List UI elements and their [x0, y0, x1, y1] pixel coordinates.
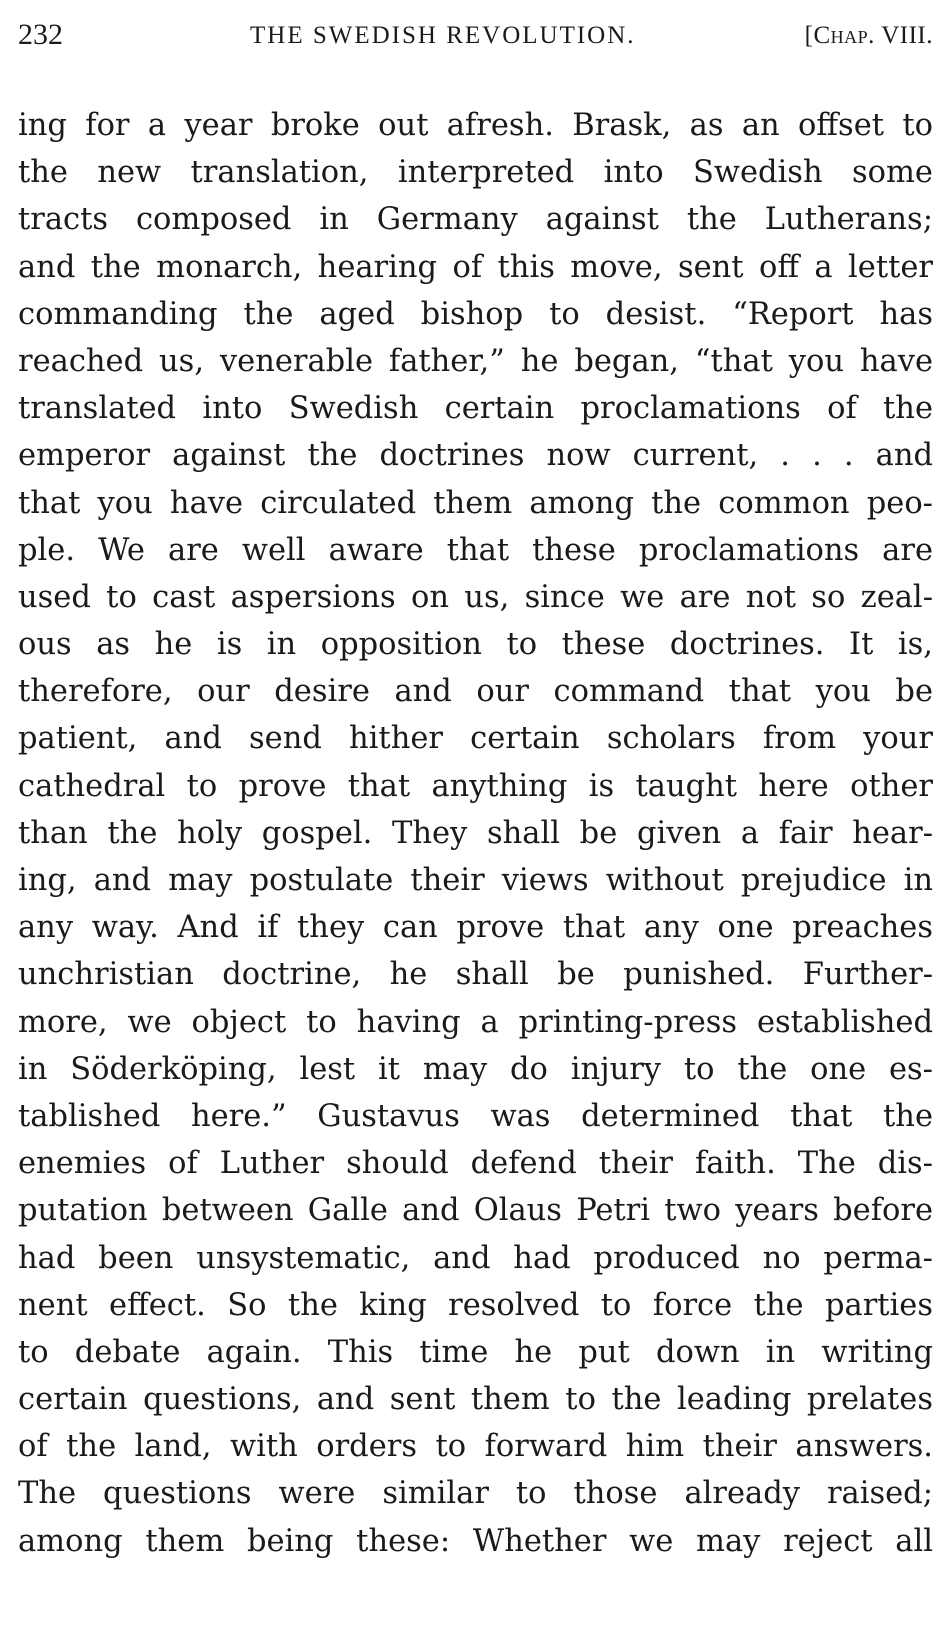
text-line: that you have circulated them among the common peo- [18, 485, 933, 521]
text-line: commanding the aged bishop to desist. “Report has [18, 296, 933, 332]
text-line: any way. And if they can prove that any one preaches [18, 910, 933, 946]
text-line: in Söderköping, lest it may do injury to the one es- [18, 1051, 933, 1087]
text-line: the new translation, interpreted into Swedish some [18, 155, 933, 191]
text-line: ing, and may postulate their views without prejudice in [18, 863, 933, 898]
text-line: ing for a year broke out afresh. Brask, as an offset to [18, 108, 933, 143]
text-line: had been unsystematic, and had produced no perma- [18, 1240, 933, 1276]
book-page [18, 10, 933, 1565]
text-line: unchristian doctrine, he shall be punished. Further- [18, 957, 933, 993]
text-line: used to cast aspersions on us, since we are not so zeal- [18, 579, 933, 615]
text-line: more, we object to having a printing-press established [18, 1004, 933, 1040]
running-head [18, 10, 933, 60]
text-line: ous as he is in opposition to these doctrines. It is, [18, 627, 933, 663]
text-line: certain questions, and sent them to the leading prelates [18, 1382, 933, 1418]
chapter-label [805, 22, 933, 50]
chapter-number: VIII. [881, 22, 933, 49]
text-line: tracts composed in Germany against the Lutherans; [18, 202, 933, 238]
text-line: than the holy gospel. They shall be given a fair hear- [18, 815, 933, 851]
chapter-word: Chap. [813, 22, 875, 49]
running-title: THE SWEDISH REVOLUTION. [250, 22, 636, 49]
text-line: and the monarch, hearing of this move, sent off a letter [18, 249, 933, 285]
text-line: of the land, with orders to forward him their answers. [18, 1429, 933, 1465]
text-line: emperor against the doctrines now current, . . . and [18, 438, 933, 474]
text-line: enemies of Luther should defend their faith. The dis- [18, 1146, 933, 1182]
chapter-bracket: [ [804, 22, 814, 49]
text-line: reached us, venerable father,” he began, “that you have [18, 343, 933, 379]
body-text [18, 102, 933, 1565]
text-line: patient, and send hither certain scholars from your [18, 721, 933, 757]
page-number: 232 [18, 18, 63, 51]
text-line: ple. We are well aware that these proclamations are [18, 532, 933, 568]
text-line: putation between Galle and Olaus Petri two years before [18, 1193, 933, 1229]
text-line: tablished here.” Gustavus was determined that the [18, 1098, 933, 1134]
text-line: nent effect. So the king resolved to force the parties [18, 1287, 933, 1323]
text-line: therefore, our desire and our command that you be [18, 674, 933, 710]
text-line: among them being these: Whether we may reject all [18, 1523, 933, 1559]
text-line: The questions were similar to those already raised; [18, 1476, 933, 1512]
text-line: cathedral to prove that anything is taught here other [18, 768, 933, 804]
text-line: translated into Swedish certain proclamations of the [18, 391, 933, 427]
text-line: to debate again. This time he put down in writing [18, 1334, 933, 1370]
